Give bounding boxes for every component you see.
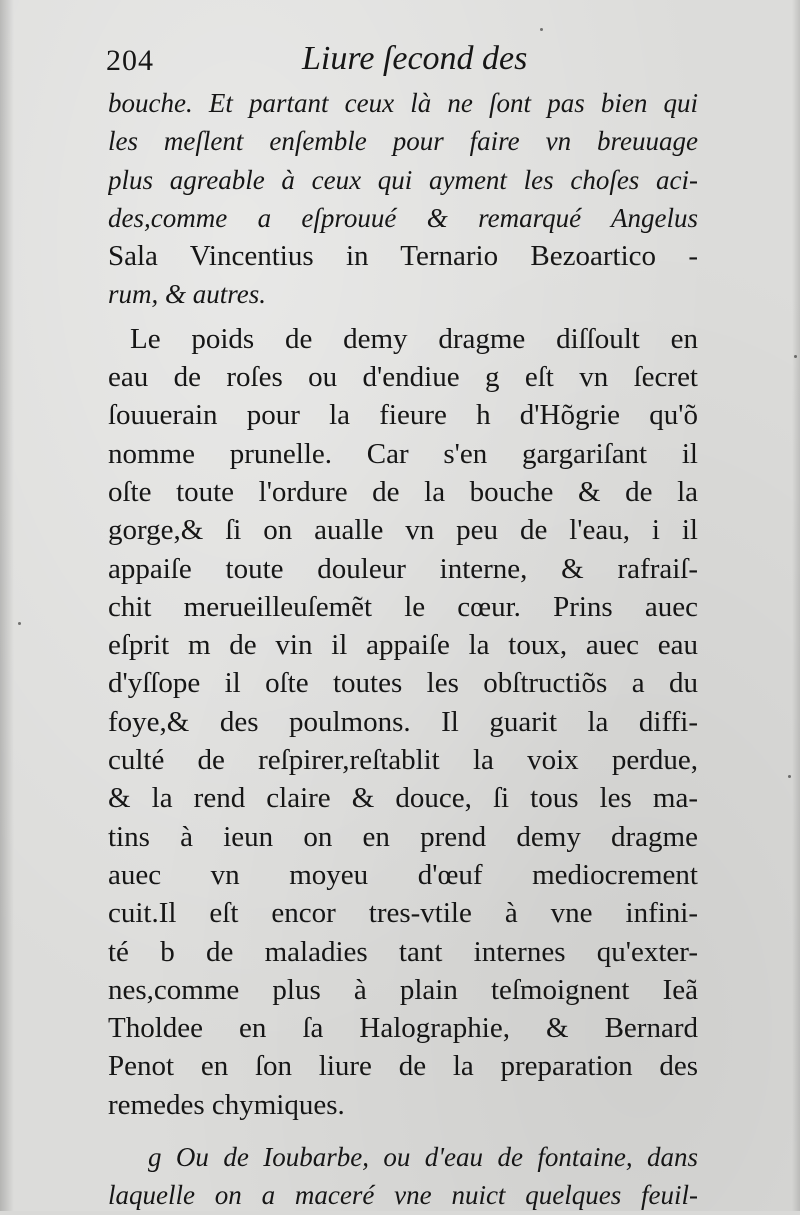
text-line: rum, & autres. — [108, 279, 267, 310]
text-line: appaiſe toute douleur interne, & rafraiſ- — [108, 552, 698, 585]
text-line: des,comme a eſprouué & remarqué Angelus — [108, 202, 698, 233]
page-number: 204 — [106, 44, 154, 77]
paragraph-first-line: Le poids de demy dragme diſſoult en — [130, 322, 698, 355]
text-line: oſte toute l'ordure de la bouche & de la — [108, 475, 698, 508]
text-line: ſouuerain pour la fieure h d'Hõgrie qu'õ — [108, 399, 698, 432]
page-header — [106, 40, 686, 88]
text-line: plus agreable à ceux qui ayment les choſes aci- — [108, 164, 698, 195]
paper-speck — [788, 775, 791, 778]
text-line: nomme prunelle. Car s'en gargariſant il — [108, 437, 698, 470]
text-line: remedes chymiques. — [108, 1088, 345, 1121]
text-line: bouche. Et partant ceux là ne ſont pas bien qui — [108, 88, 698, 118]
text-line: & la rend claire & douce, ſi tous les ma- — [108, 782, 698, 815]
page-shadow-left — [0, 0, 14, 1211]
text-line: chit merueilleuſemẽt le cœur. Prins auec — [108, 590, 698, 623]
text-line: culté de reſpirer,reſtablit la voix perdue, — [108, 744, 698, 777]
page-shadow-right — [792, 0, 800, 1211]
text-line: auec vn moyeu d'œuf mediocrement — [108, 858, 698, 891]
text-line: gorge,& ſi on aualle vn peu de l'eau, i il — [108, 514, 698, 547]
marginal-note-line: g Ou de Ioubarbe, ou d'eau de fontaine, dans — [148, 1142, 698, 1173]
running-head: Liure ſecond des — [302, 40, 528, 77]
text-line: d'yſſope il oſte toutes les obſtructiõs a du — [108, 667, 698, 700]
text-line: eſprit m de vin il appaiſe la toux, auec eau — [108, 629, 698, 662]
text-line: les meſlent enſemble pour faire vn breuuage — [108, 126, 698, 157]
paper-speck — [794, 355, 797, 358]
text-line: Sala Vincentius in Ternario Bezoartico - — [108, 240, 698, 273]
marginal-note-line: laquelle on a maceré vne nuict quelques feuil- — [108, 1180, 698, 1211]
text-line: eau de roſes ou d'endiue g eſt vn ſecret — [108, 361, 698, 394]
text-line: Penot en ſon liure de la preparation des — [108, 1050, 698, 1083]
text-line: foye,& des poulmons. Il guarit la diffi- — [108, 705, 698, 738]
text-line: cuit.Il eſt encor tres-vtile à vne infini- — [108, 897, 698, 930]
text-line: tins à ieun on en prend demy dragme — [108, 820, 698, 853]
paper-speck — [18, 622, 21, 625]
body-text — [108, 84, 698, 1215]
text-line: Tholdee en ſa Halographie, & Bernard — [108, 1012, 698, 1045]
paper-speck — [540, 28, 543, 31]
text-line: nes,comme plus à plain teſmoignent Ieã — [108, 973, 698, 1006]
text-line: té b de maladies tant internes qu'exter- — [108, 935, 698, 968]
